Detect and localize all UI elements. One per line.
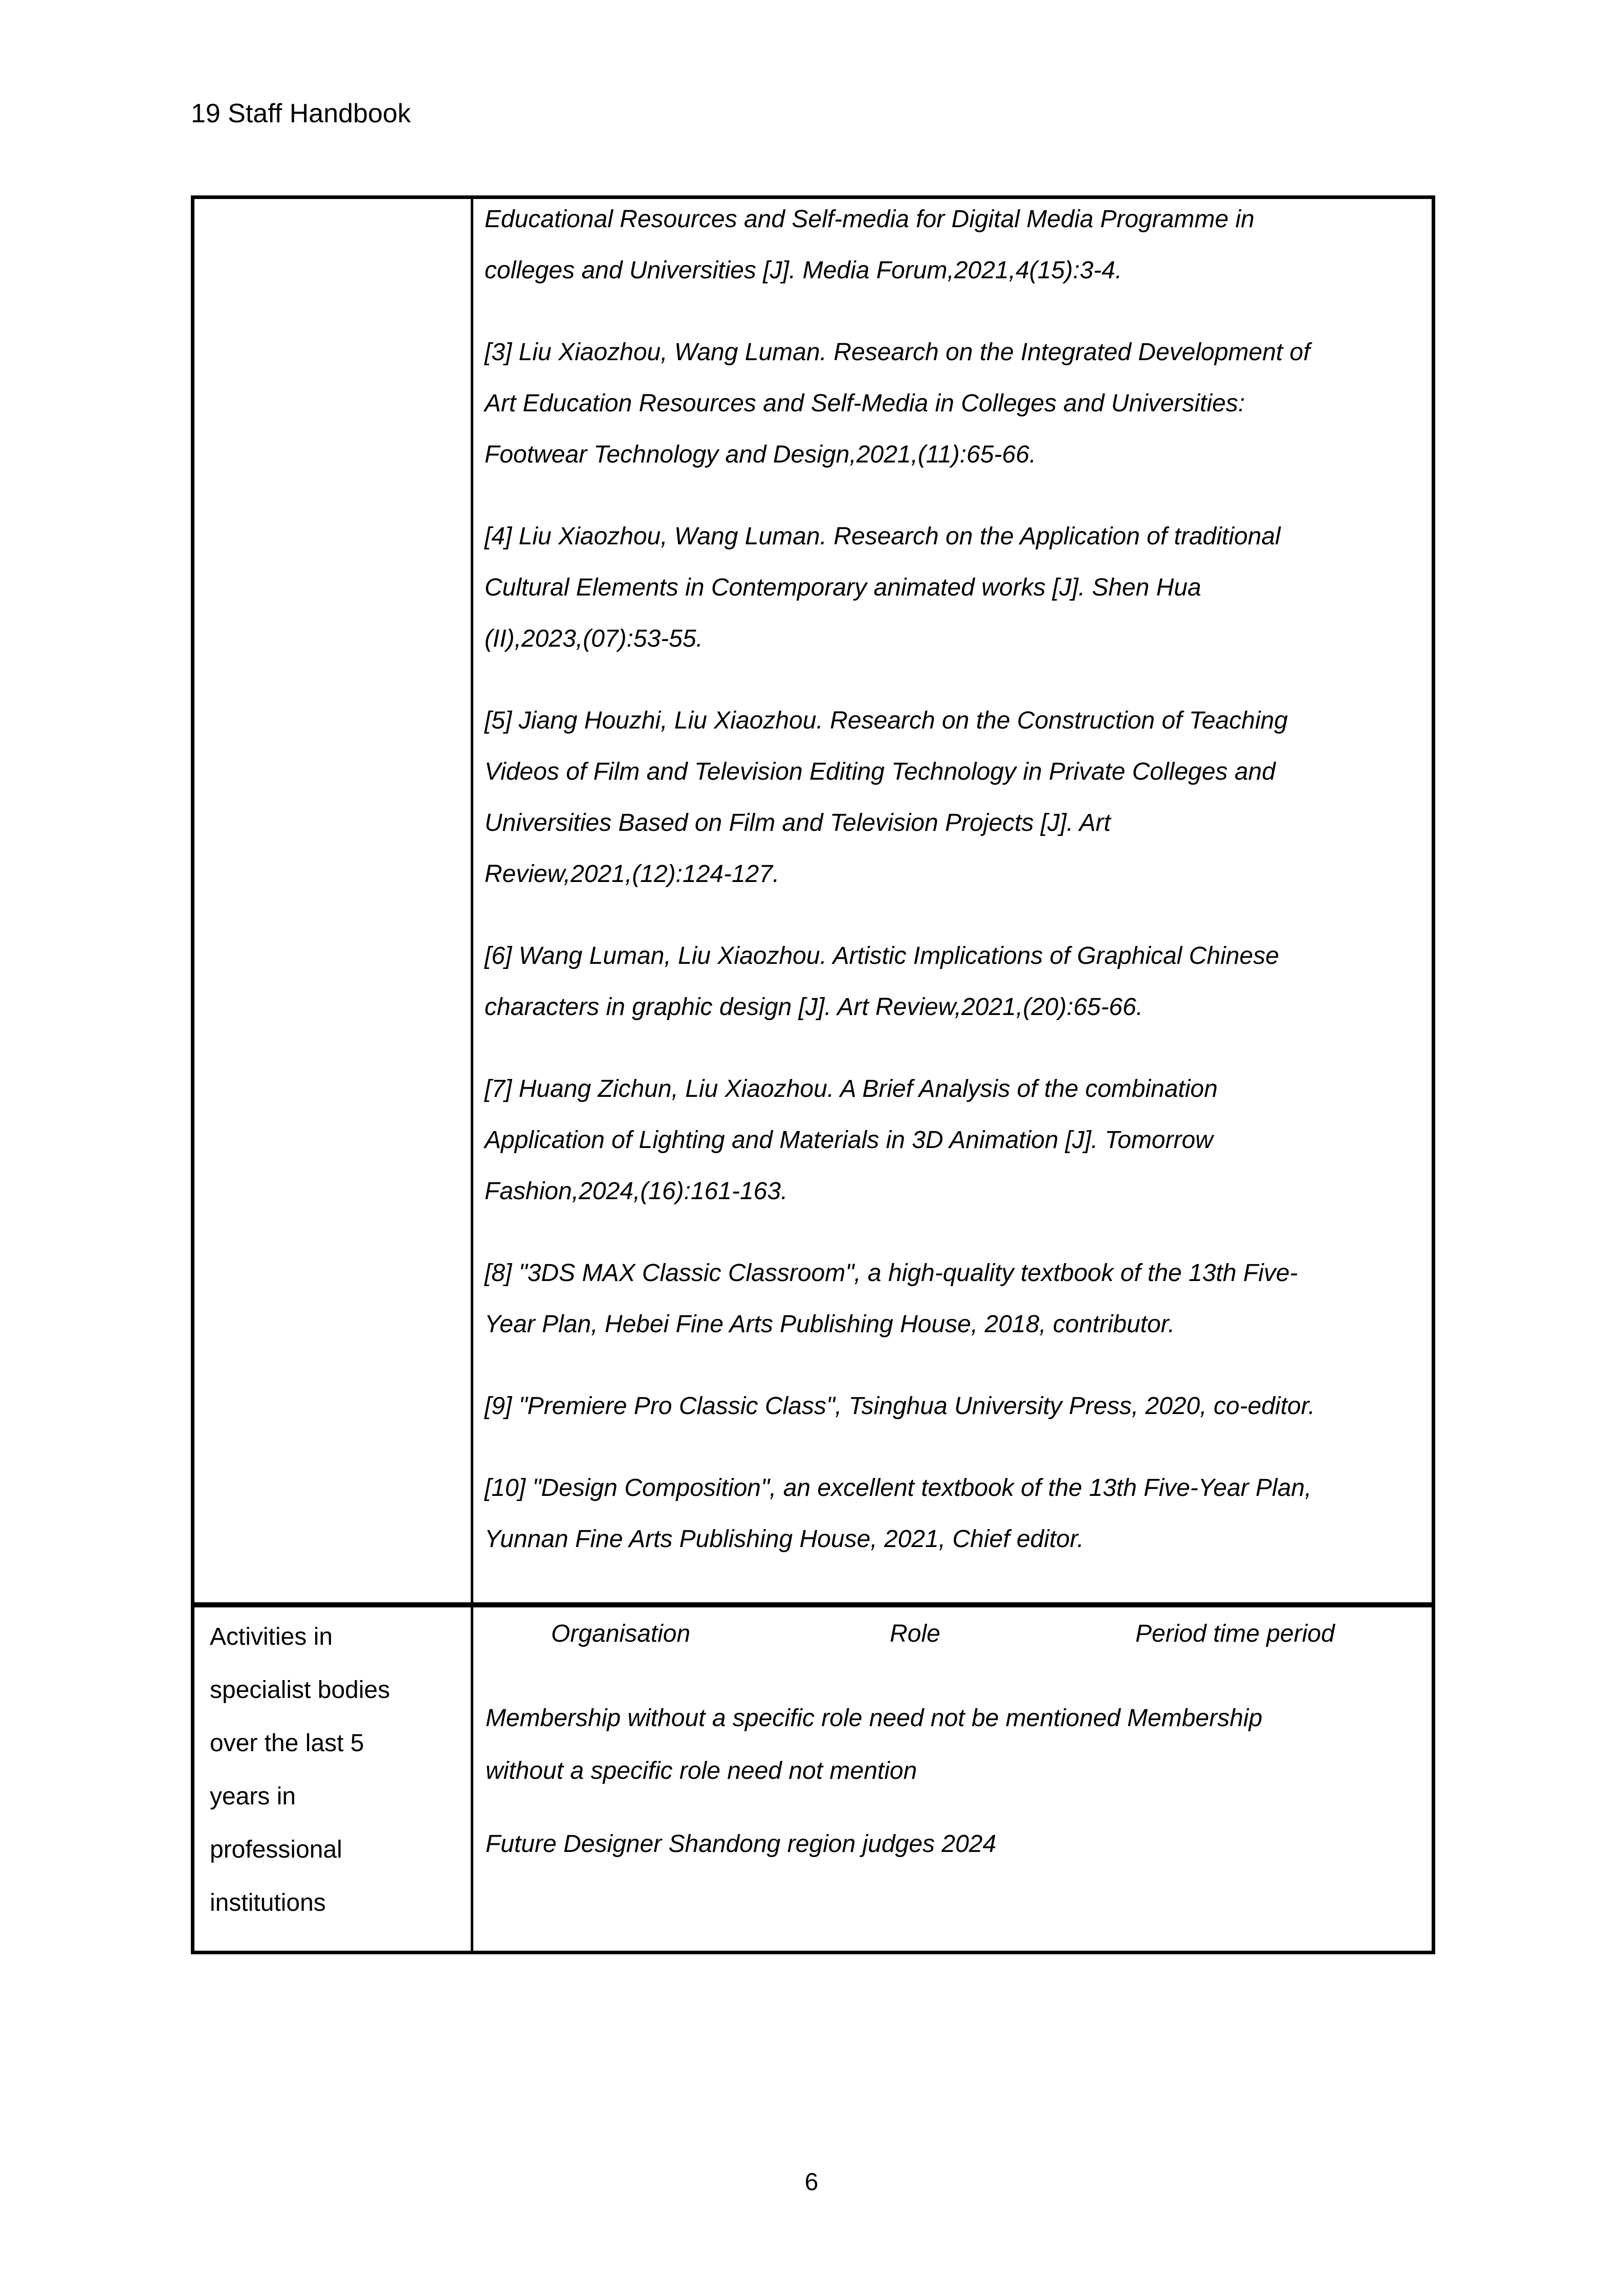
reference-line: Footwear Technology and Design,2021,(11):65-66. bbox=[485, 441, 1037, 468]
activities-column-headers bbox=[486, 1608, 1421, 1660]
reference-line: characters in graphic design [J]. Art Review,2021,(20):65-66. bbox=[485, 994, 1143, 1021]
reference-line: Fashion,2024,(16):161-163. bbox=[485, 1178, 788, 1205]
activities-label-line: Activities in bbox=[210, 1623, 333, 1650]
reference-line: [3] Liu Xiaozhou, Wang Luman. Research on the Integrated Development of bbox=[485, 339, 1310, 366]
activities-content-cell bbox=[473, 1607, 1432, 1951]
references-row-empty-left-cell bbox=[194, 199, 473, 1602]
reference-line: [6] Wang Luman, Liu Xiaozhou. Artistic Implications of Graphical Chinese bbox=[485, 942, 1279, 969]
references-list bbox=[485, 194, 1411, 1565]
role-column-header: Role bbox=[890, 1620, 940, 1647]
reference-line: [10] "Design Composition", an excellent textbook of the 13th Five-Year Plan, bbox=[485, 1474, 1312, 1502]
reference-line: Review,2021,(12):124-127. bbox=[485, 860, 780, 888]
membership-note bbox=[486, 1692, 1421, 1797]
reference-paragraph bbox=[485, 511, 1411, 665]
reference-line: Year Plan, Hebei Fine Arts Publishing House, 2018, contributor. bbox=[485, 1311, 1175, 1338]
membership-note-line: Membership without a specific role need not be mentioned Membership bbox=[486, 1705, 1263, 1732]
activities-label-cell bbox=[194, 1607, 473, 1951]
reference-line: [5] Jiang Houzhi, Liu Xiaozhou. Research on the Construction of Teaching bbox=[485, 707, 1288, 734]
references-cell bbox=[473, 199, 1432, 1602]
activities-label-line: years in bbox=[210, 1783, 296, 1810]
reference-line: Universities Based on Film and Television Projects [J]. Art bbox=[485, 809, 1111, 836]
future-designer-entry: Future Designer Shandong region judges 2024 bbox=[486, 1830, 997, 1858]
reference-paragraph bbox=[485, 327, 1411, 480]
membership-note-line: without a specific role need not mention bbox=[486, 1757, 917, 1784]
reference-paragraph bbox=[485, 1463, 1411, 1565]
activities-label-line: specialist bodies bbox=[210, 1676, 390, 1704]
reference-line: [9] "Premiere Pro Classic Class", Tsinghua University Press, 2020, co-editor. bbox=[485, 1393, 1315, 1420]
page-number: 6 bbox=[804, 2169, 819, 2196]
references-row bbox=[194, 199, 1432, 1602]
reference-paragraph bbox=[485, 1248, 1411, 1350]
document-header-title: 19 Staff Handbook bbox=[191, 99, 411, 128]
reference-line: [8] "3DS MAX Classic Classroom", a high-quality textbook of the 13th Five- bbox=[485, 1260, 1298, 1287]
reference-line: Application of Lighting and Materials in 3D Animation [J]. Tomorrow bbox=[485, 1127, 1213, 1154]
reference-line: colleges and Universities [J]. Media Forum,2021,4(15):3-4. bbox=[485, 257, 1122, 284]
reference-line: [4] Liu Xiaozhou, Wang Luman. Research on the Application of traditional bbox=[485, 523, 1281, 550]
reference-line: Cultural Elements in Contemporary animated works [J]. Shen Hua bbox=[485, 574, 1201, 601]
reference-line: (II),2023,(07):53-55. bbox=[485, 625, 703, 652]
period-column-header: Period time period bbox=[1135, 1620, 1335, 1647]
reference-line: Art Education Resources and Self-Media in Colleges and Universities: bbox=[485, 390, 1245, 417]
reference-paragraph bbox=[485, 1064, 1411, 1217]
reference-line: Yunnan Fine Arts Publishing House, 2021, Chief editor. bbox=[485, 1526, 1084, 1553]
activities-label-line: professional bbox=[210, 1836, 342, 1863]
reference-line: Educational Resources and Self-media for Digital Media Programme in bbox=[485, 206, 1255, 233]
reference-line: Videos of Film and Television Editing Technology in Private Colleges and bbox=[485, 758, 1276, 785]
activities-row bbox=[194, 1602, 1432, 1951]
reference-paragraph bbox=[485, 194, 1411, 296]
activities-label-line: over the last 5 bbox=[210, 1730, 364, 1757]
organisation-column-header: Organisation bbox=[551, 1620, 691, 1647]
publications-activities-table bbox=[191, 195, 1435, 1954]
activities-label-line: institutions bbox=[210, 1889, 326, 1916]
reference-paragraph bbox=[485, 1381, 1411, 1432]
reference-line: [7] Huang Zichun, Liu Xiaozhou. A Brief Analysis of the combination bbox=[485, 1075, 1218, 1102]
reference-paragraph bbox=[485, 695, 1411, 900]
reference-paragraph bbox=[485, 931, 1411, 1033]
